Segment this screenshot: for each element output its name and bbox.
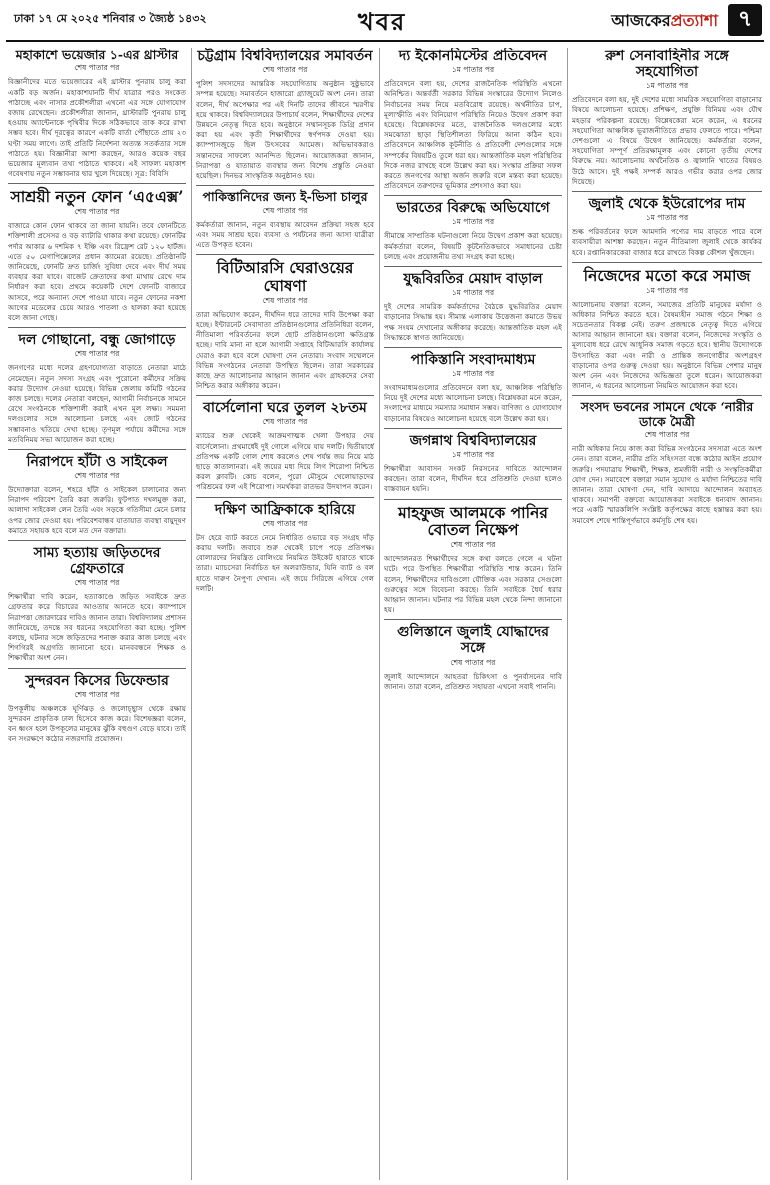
article-headline: পাকিস্তানিদের জন্য ই-ভিসা চালুর [202, 189, 368, 205]
article-divider [8, 540, 186, 541]
article-divider [384, 266, 562, 267]
article [572, 400, 762, 525]
page-number: ৭ [728, 4, 762, 36]
article-byline: শেষ পাতার পর [450, 657, 496, 667]
article-byline: শেষ পাতার পর [644, 430, 690, 440]
article-body: সীমান্তে সাম্প্রতিক ঘটনাগুলো নিয়ে উদ্বেগ প্রকাশ করা হয়েছে। কর্মকর্তারা বলেন, বিষয়টি কূটনৈতিকভাবে সমাধানের চেষ্টা চলছে এবং প্রয়োজনীয় তথ্য সংগ্রহ করা হচ্ছে। [384, 231, 562, 261]
column-divider [567, 48, 568, 1180]
newspaper-logo [588, 8, 718, 34]
article-byline: ১ম পাতার পর [451, 288, 495, 298]
dateline: ঢাকা ১৭ মে ২০২৫ শনিবার ৩ জ্যৈষ্ঠ ১৪৩২ [14, 12, 207, 25]
masthead-rule [6, 40, 764, 42]
article [196, 259, 374, 391]
article-headline: পাকিস্তানি সংবাদমাধ্যম [410, 351, 536, 368]
article-divider [572, 191, 762, 192]
article-byline: শেষ পাতার পর [74, 63, 120, 73]
article-headline: দল গোছানো, বন্ধু জোগাড়ে [18, 332, 176, 349]
section-title: খবর [357, 8, 407, 36]
article-divider [384, 347, 562, 348]
article-byline: ১ম পাতার পর [451, 217, 495, 227]
article-headline: মহাকাশে ভয়েজার ১-এর থ্রাস্টার [15, 48, 179, 62]
article-body: দুই দেশের সামরিক কর্মকর্তাদের বৈঠকে যুদ্ধবিরতির মেয়াদ বাড়ানোর সিদ্ধান্ত হয়। সীমান্ত এলাকায় উত্তেজনা কমাতে উভয় পক্ষ সংযম দেখানোর অঙ্গীকার করেছে। আন্তর্জাতিক মহল এই সিদ্ধান্তকে স্বাগত জানিয়েছে। [384, 302, 562, 342]
article-body: শুল্ক পরিবর্তনের ফলে আমদানি পণ্যের দাম বাড়তে পারে বলে ব্যবসায়ীরা আশঙ্কা করছেন। নতুন নীতিমালা জুলাই থেকে কার্যকর হবে। রপ্তানিকারকেরা বাজার ধরে রাখতে বিকল্প কৌশল খুঁজছেন। [572, 227, 762, 257]
article-divider [384, 195, 562, 196]
article-headline: ভারতের বিরুদ্ধে অভিযোগে [396, 200, 550, 217]
article [384, 504, 562, 616]
article [196, 502, 374, 594]
article [572, 196, 762, 258]
article-body: কর্মকর্তারা জানান, নতুন ব্যবস্থায় আবেদন প্রক্রিয়া সহজ হবে এবং সময় সাশ্রয় হবে। ব্যবসা ও পর্যটনের জন্য আসা যাত্রীরা এতে উপকৃত হবেন। [196, 219, 374, 249]
article [384, 200, 562, 262]
article-byline: ১ম পাতার পর [451, 65, 495, 75]
article-body: শিক্ষার্থীরা দাবি করেন, হত্যাকাণ্ডে জড়িত সবাইকে দ্রুত গ্রেফতার করে বিচারের আওতায় আনতে হবে। ক্যাম্পাসে নিরাপত্তা জোরদারের দাবিও জানান তারা। বিশ্ববিদ্যালয় প্রশাসন জানিয়েছে, তদন্তে সব ধরনের সহযোগিতা করা হচ্ছে। পুলিশ বলছে, ঘটনার সঙ্গে জড়িতদের শনাক্ত করার কাজ চলছে এবং শিগগিরই অগ্রগতি জানানো হবে। মানববন্ধনে শিক্ষক ও শিক্ষার্থীরা অংশ নেন। [8, 592, 186, 663]
article [8, 454, 186, 536]
article-body: শিক্ষার্থীরা আবাসন সংকট নিরসনের দাবিতে আন্দোলন করছেন। তারা বলেন, দীর্ঘদিন ধরে প্রতিশ্রুতি দেওয়া হলেও বাস্তবায়ন হয়নি। [384, 463, 562, 494]
article-body: বিজ্ঞানীদের মতে ভয়েজারের এই থ্রাস্টার পুনরায় চালু করা একটি বড় অর্জন। মহাকাশযানটি দীর্ঘ যাত্রার পরও সংকেত পাঠাচ্ছে এবং নাসার প্রকৌশলীরা এখনো এর সঙ্গে যোগাযোগ বজায় রেখেছেন। প্রকৌশলীরা জানান, থ্রাস্টারটি পুনরায় চালু হওয়ায় অ্যান্টেনাকে পৃথিবীর দিকে সঠিকভাবে তাক করে রাখা সম্ভব হবে। দীর্ঘ দূরত্বের কারণে একটি বার্তা পৌঁছাতে প্রায় ২৩ ঘণ্টা সময় লাগে। তাই প্রতিটি নির্দেশনা অত্যন্ত সতর্কতার সঙ্গে পাঠাতে হয়। বিজ্ঞানীরা আশা করছেন, আরও কয়েক বছর ভয়েজার মূল্যবান তথ্য পাঠাতে থাকবে। এই সাফল্য মহাকাশ গবেষণায় নতুন সম্ভাবনার দ্বার খুলে দিয়েছে। সূত্র: বিবিসি [8, 77, 186, 179]
article-byline: শেষ পাতার পর [262, 518, 308, 528]
article-byline: শেষ পাতার পর [262, 295, 308, 305]
article-headline: সংসদ ভবনের সামনে থেকে ‘নারীর ডাকে মৈত্রী [580, 399, 754, 429]
article-headline: বিটিআরসি ঘেরাওয়ের ঘোষণা [216, 258, 354, 295]
article [384, 48, 562, 191]
article-divider [8, 449, 186, 450]
article [572, 48, 762, 187]
article [8, 545, 186, 664]
article-byline: ১ম পাতার পর [451, 449, 495, 459]
article [572, 267, 762, 392]
article-byline: শেষ পাতার পর [262, 65, 308, 75]
article-body: জনগণের মধ্যে দলের গ্রহণযোগ্যতা বাড়াতে নেতারা মাঠে নেমেছেন। নতুন সদস্য সংগ্রহ এবং পুরোনো কর্মীদের সক্রিয় করার উদ্যোগ নেওয়া হয়েছে। বিভিন্ন জেলায় কমিটি গঠনের কাজ চলছে। দলের নেতারা বলছেন, আগামী নির্বাচনকে সামনে রেখে সংগঠনকে শক্তিশালী করাই এখন মূল লক্ষ্য। সমমনা দলগুলোর সঙ্গে আলোচনা চলছে এবং জোট গঠনের সম্ভাবনাও খতিয়ে দেখা হচ্ছে। তৃণমূল পর্যায়ে কর্মীদের সঙ্গে মতবিনিময় সভা আয়োজন করা হচ্ছে। [8, 363, 186, 444]
article-divider [572, 262, 762, 263]
article-headline: সাশ্রয়ী নতুন ফোন ‘এ৫এক্স’ [10, 187, 184, 207]
article-divider [196, 185, 374, 186]
article-byline: শেষ পাতার পর [74, 349, 120, 359]
article-body: তারা অভিযোগ করেন, দীর্ঘদিন ধরে তাদের দাবি উপেক্ষা করা হচ্ছে। ইন্টারনেট সেবাদাতা প্রতিষ্ঠানগুলোর প্রতিনিধিরা বলেন, নীতিমালা পরিবর্তনের ফলে ছোট প্রতিষ্ঠানগুলো ক্ষতিগ্রস্ত হচ্ছে। দাবি মানা না হলে আগামী সপ্তাহে বিটিআরসি কার্যালয় ঘেরাও করা হবে বলে ঘোষণা দেন নেতারা। সংবাদ সম্মেলনে বিভিন্ন সংগঠনের নেতারা উপস্থিত ছিলেন। তারা সরকারের কাছে দ্রুত আলোচনার আহ্বান জানান এবং গ্রাহকদের সেবা নিশ্চিত করার অঙ্গীকার করেন। [196, 309, 374, 391]
article-divider [384, 499, 562, 500]
article-headline: বার্সেলোনা ঘরে তুলল ২৮তম [203, 400, 367, 417]
article-body: উপকূলীয় অঞ্চলকে ঘূর্ণিঝড় ও জলোচ্ছ্বাস থেকে রক্ষায় সুন্দরবন প্রাকৃতিক ঢাল হিসেবে কাজ করে। বিশেষজ্ঞরা বলেন, বন ধ্বংস হলে উপকূলের মানুষের ঝুঁকি বহুগুণ বেড়ে যাবে। তাই বন সংরক্ষণে কঠোর নজরদারি প্রয়োজন। [8, 703, 186, 744]
article-byline: শেষ পাতার পর [74, 689, 120, 699]
article-headline: মাহফুজ আলমকে পানির বোতল নিক্ষেপ [398, 502, 548, 540]
article-headline: গুলিস্তানে জুলাই যোদ্ধাদের সঙ্গে [397, 624, 549, 657]
article-byline: শেষ পাতার পর [450, 540, 496, 550]
article-divider [572, 395, 762, 396]
article-divider [8, 183, 186, 184]
article-body: প্রতিবেদনে বলা হয়, দেশের রাজনৈতিক পরিস্থিতি এখনো অনিশ্চিত। অন্তর্বর্তী সরকার বিভিন্ন সংস্কারের উদ্যোগ নিলেও নির্বাচনের সময় নিয়ে মতবিরোধ রয়েছে। অর্থনীতির চাপ, মূল্যস্ফীতি এবং বিনিয়োগ পরিস্থিতি নিয়েও উদ্বেগ প্রকাশ করা হয়েছে। বিশ্লেষকদের মতে, রাজনৈতিক দলগুলোর মধ্যে সমঝোতা ছাড়া স্থিতিশীলতা ফিরিয়ে আনা কঠিন হবে। প্রতিবেদনে আঞ্চলিক কূটনীতি ও প্রতিবেশী দেশগুলোর সঙ্গে সম্পর্কের বিষয়টিও তুলে ধরা হয়। আন্তর্জাতিক মহল পরিস্থিতির দিকে নজর রাখছে বলে উল্লেখ করা হয়। সংস্কার প্রক্রিয়া সফল করতে জনগণের আস্থা অর্জন জরুরি বলে মন্তব্য করা হয়েছে। প্রতিবেদনে তরুণদের ভূমিকার প্রশংসাও করা হয়। [384, 79, 562, 191]
article [8, 48, 186, 179]
article-divider [196, 395, 374, 396]
article-body: প্রতিবেদনে বলা হয়, দুই দেশের মধ্যে সামরিক সহযোগিতা বাড়ানোর বিষয়ে আলোচনা হয়েছে। প্রশিক্ষণ, প্রযুক্তি বিনিময় এবং যৌথ মহড়ার পরিকল্পনা রয়েছে। বিশ্লেষকেরা মনে করেন, এ ধরনের সহযোগিতা আঞ্চলিক ভূরাজনীতিতে প্রভাব ফেলতে পারে। পশ্চিমা দেশগুলো এ বিষয়ে উদ্বেগ জানিয়েছে। কর্মকর্তারা বলেন, সহযোগিতা সম্পূর্ণ প্রতিরক্ষামূলক এবং কোনো তৃতীয় দেশের বিরুদ্ধে নয়। আলোচনায় অর্থনৈতিক ও জ্বালানি খাতের বিষয়ও উঠে আসে। দুই পক্ষই সম্পর্ক আরও গভীর করার ওপর জোর দিয়েছে। [572, 95, 762, 186]
article-body: সংবাদমাধ্যমগুলোর প্রতিবেদনে বলা হয়, আঞ্চলিক পরিস্থিতি নিয়ে দুই দেশের মধ্যে আলোচনা চলছে। বিশ্লেষকরা মনে করেন, সংলাপের মাধ্যমে সমস্যার সমাধান সম্ভব। বাণিজ্য ও যোগাযোগ বাড়ানোর বিষয়েও আলোচনা হয়েছে বলে উল্লেখ করা হয়। [384, 383, 562, 423]
article-headline: দক্ষিণ আফ্রিকাকে হারিয়ে [214, 501, 356, 518]
logo-main: আজকের [611, 11, 671, 30]
article-headline: নিজেদের মতো করে সমাজ [583, 265, 751, 285]
column-1 [8, 48, 186, 1180]
article [384, 433, 562, 495]
article [196, 190, 374, 250]
article-body: টস হেরে ব্যাট করতে নেমে নির্ধারিত ওভারে বড় সংগ্রহ দাঁড় করায় দলটি। জবাবে শুরু থেকেই চাপে পড়ে প্রতিপক্ষ। বোলারদের নিয়ন্ত্রিত বোলিংয়ে নিয়মিত উইকেট হারাতে থাকে তারা। ম্যাচসেরা নির্বাচিত হন অলরাউন্ডার, যিনি ব্যাট ও বল হাতে দারুণ নৈপুণ্য দেখান। এই জয়ে সিরিজে এগিয়ে গেল দলটি। [196, 532, 374, 593]
article [8, 188, 186, 323]
article-headline: সাম্য হত্যায় জড়িতদের গ্রেফতারে [33, 545, 161, 578]
article-divider [384, 428, 562, 429]
article-headline: সুন্দরবন কিসের ডিফেন্ডার [25, 672, 169, 689]
article-byline: ১ম পাতার পর [451, 369, 495, 379]
article-headline: চট্টগ্রাম বিশ্ববিদ্যালয়ের সমাবর্তন [197, 48, 373, 64]
article-body: ম্যাচের শুরু থেকেই আক্রমণাত্মক খেলা উপহার দেয় বার্সেলোনা। প্রথমার্ধেই দুই গোলে এগিয়ে যায় দলটি। দ্বিতীয়ার্ধে প্রতিপক্ষ একটি গোল শোধ করলেও শেষ পর্যন্ত জয় নিয়ে মাঠ ছাড়ে কাতালানরা। এই জয়ের মধ্য দিয়ে লিগ শিরোপা নিশ্চিত করল ক্লাবটি। কোচ বলেন, পুরো মৌসুমে খেলোয়াড়দের পরিশ্রমের ফল এই শিরোপা। সমর্থকরা রাতভর উদযাপন করেন। [196, 431, 374, 492]
article-byline: ১ম পাতার পর [645, 213, 689, 223]
article-headline: জগন্নাথ বিশ্ববিদ্যালয়ের [409, 432, 537, 449]
article-divider [8, 668, 186, 669]
article-body: উদ্যোক্তারা বলেন, শহরে হাঁটা ও সাইকেল চালানোর জন্য নিরাপদ পরিবেশ তৈরি করা জরুরি। ফুটপাত দখলমুক্ত করা, আলাদা সাইকেল লেন তৈরি এবং সড়কে গতিসীমা মেনে চলার ওপর জোর দেওয়া হয়। পরিবেশবান্ধব যাতায়াত ব্যবস্থা বায়ুদূষণ কমাতে সহায়ক হবে বলে মত দেন বক্তারা। [8, 485, 186, 535]
masthead [0, 0, 770, 42]
article [384, 352, 562, 424]
article-body: নারী অধিকার নিয়ে কাজ করা বিভিন্ন সংগঠনের সদস্যরা এতে অংশ নেন। তারা বলেন, নারীর প্রতি সহিংসতা বন্ধে কঠোর আইন প্রয়োগ জরুরি। পদযাত্রায় শিক্ষার্থী, শিক্ষক, শ্রমজীবী নারী ও সংস্কৃতিকর্মীরা যোগ দেন। সমাবেশে বক্তারা সমান সুযোগ ও মর্যাদা নিশ্চিতের দাবি জানান। তারা ঘোষণা দেন, দাবি আদায়ে আন্দোলন অব্যাহত থাকবে। সমাপনী বক্তব্যে আয়োজকরা সবাইকে ধন্যবাদ জানান। পরে একটি স্মারকলিপি সংশ্লিষ্ট কর্তৃপক্ষের কাছে হস্তান্তর করা হয়। সমাবেশ শেষে শান্তিপূর্ণভাবে কর্মসূচি শেষ হয়। [572, 444, 762, 525]
article [384, 271, 562, 343]
article-byline: শেষ পাতার পর [74, 578, 120, 588]
column-3 [384, 48, 562, 1180]
article-headline: নিরাপদে হাঁটা ও সাইকেল [26, 453, 168, 470]
article-body: আন্দোলনরত শিক্ষার্থীদের সঙ্গে কথা বলতে গেলে এ ঘটনা ঘটে। পরে উপস্থিত শিক্ষার্থীরা পরিস্থিতি শান্ত করেন। তিনি বলেন, শিক্ষার্থীদের দাবিগুলো যৌক্তিক এবং সরকার সেগুলো গুরুত্বের সঙ্গে বিবেচনা করছে। তিনি সবাইকে ধৈর্য ধরার আহ্বান জানান। ঘটনার পর বিভিন্ন মহল থেকে নিন্দা জানানো হয়। [384, 554, 562, 615]
article-divider [196, 497, 374, 498]
article-byline: শেষ পাতার পর [262, 205, 308, 215]
article-byline: শেষ পাতার পর [74, 207, 120, 217]
article [384, 624, 562, 692]
logo-accent: প্রত্যাশা [670, 11, 718, 30]
article [8, 673, 186, 745]
article-body: পুলিশ সদস্যদের আন্তরিক সহযোগিতায় অনুষ্ঠান সুষ্ঠুভাবে সম্পন্ন হয়েছে। সমাবর্তনে হাজারো গ্র্যাজুয়েট অংশ নেন। তারা বলেন, দীর্ঘ অপেক্ষার পর এই দিনটি তাদের জীবনে স্মরণীয় হয়ে থাকবে। বিশ্ববিদ্যালয়ের উপাচার্য বলেন, শিক্ষার্থীদের দেশের উন্নয়নে নেতৃত্ব দিতে হবে। অনুষ্ঠানে সম্মানসূচক ডিগ্রি প্রদান করা হয় এবং কৃতী শিক্ষার্থীদের স্বর্ণপদক দেওয়া হয়। ক্যাম্পাসজুড়ে ছিল উৎসবের আমেজ। অভিভাবকরাও সন্তানদের সাফল্যে আনন্দিত ছিলেন। আয়োজকরা জানান, নিরাপত্তা ও যাতায়াত ব্যবস্থার জন্য বিশেষ প্রস্তুতি নেওয়া হয়েছিল। দিনভর সাংস্কৃতিক অনুষ্ঠানও হয়। [196, 79, 374, 180]
article-byline: ১ম পাতার পর [645, 81, 689, 91]
article-byline: শেষ পাতার পর [74, 471, 120, 481]
article-headline: জুলাই থেকে ইউরোপের দাম [588, 196, 746, 213]
article [196, 400, 374, 492]
article-body: বাজারে কোন ফোন থাকবে তা জানা যায়নি। তবে ফোনটিতে শক্তিশালী প্রসেসর ও বড় ব্যাটারি থাকার কথা রয়েছে। ফোনটির পর্দার আকার ৬ দশমিক ৭ ইঞ্চি এবং রিফ্রেশ রেট ১২০ হার্টজ। এতে ৫০ মেগাপিক্সেলের প্রধান ক্যামেরা রয়েছে। প্রতিষ্ঠানটি জানিয়েছে, ফোনটি দ্রুত চার্জিং সুবিধা দেবে এবং দীর্ঘ সময় ব্যবহার করা যাবে। বাজেট ক্রেতাদের কথা মাথায় রেখে দাম নির্ধারণ করা হবে। প্রথমে কয়েকটি দেশে ফোনটি বাজারে আসবে, পরে অন্যান্য দেশে পাওয়া যাবে। নতুন ফোনের নকশা আগের মডেলের চেয়ে আরও পাতলা ও হালকা করা হয়েছে বলে জানা গেছে। [8, 221, 186, 323]
column-2 [196, 48, 374, 1180]
column-divider [191, 48, 192, 1180]
article [8, 332, 186, 445]
article-divider [384, 619, 562, 620]
article-headline: দ্য ইকোনমিস্টের প্রতিবেদন [398, 48, 548, 64]
article [196, 48, 374, 181]
article-headline: রুশ সেনাবাহিনীর সঙ্গে সহযোগিতা [605, 48, 729, 81]
article-divider [8, 327, 186, 328]
article-headline: যুদ্ধবিরতির মেয়াদ বাড়াল [403, 271, 543, 288]
article-body: আলোচনায় বক্তারা বলেন, সমাজের প্রতিটি মানুষের মর্যাদা ও অধিকার নিশ্চিত করতে হবে। বৈষম্যহীন সমাজ গঠনে শিক্ষা ও সচেতনতার বিকল্প নেই। তরুণ প্রজন্মকে নেতৃত্ব দিতে এগিয়ে আসার আহ্বান জানানো হয়। বক্তারা বলেন, নিজেদের সংস্কৃতি ও মূল্যবোধ ধরে রেখে আধুনিক সমাজ গড়তে হবে। স্থানীয় উদ্যোগকে উৎসাহিত করা এবং নারী ও প্রান্তিক জনগোষ্ঠীর অংশগ্রহণ বাড়ানোর ওপর গুরুত্ব দেওয়া হয়। অনুষ্ঠানে বিভিন্ন পেশার মানুষ অংশ নেন এবং নিজেদের অভিজ্ঞতা তুলে ধরেন। আয়োজকরা জানান, এ ধরনের আলোচনা নিয়মিত আয়োজন করা হবে। [572, 299, 762, 391]
article-divider [196, 254, 374, 255]
column-divider [379, 48, 380, 1180]
article-body: জুলাই আন্দোলনে আহতরা চিকিৎসা ও পুনর্বাসনের দাবি জানান। তারা বলেন, প্রতিশ্রুত সহায়তা এখনো সবাই পাননি। [384, 671, 562, 691]
column-4 [572, 48, 762, 1180]
article-byline: শেষ পাতার পর [262, 417, 308, 427]
article-byline: ১ম পাতার পর [645, 285, 689, 295]
